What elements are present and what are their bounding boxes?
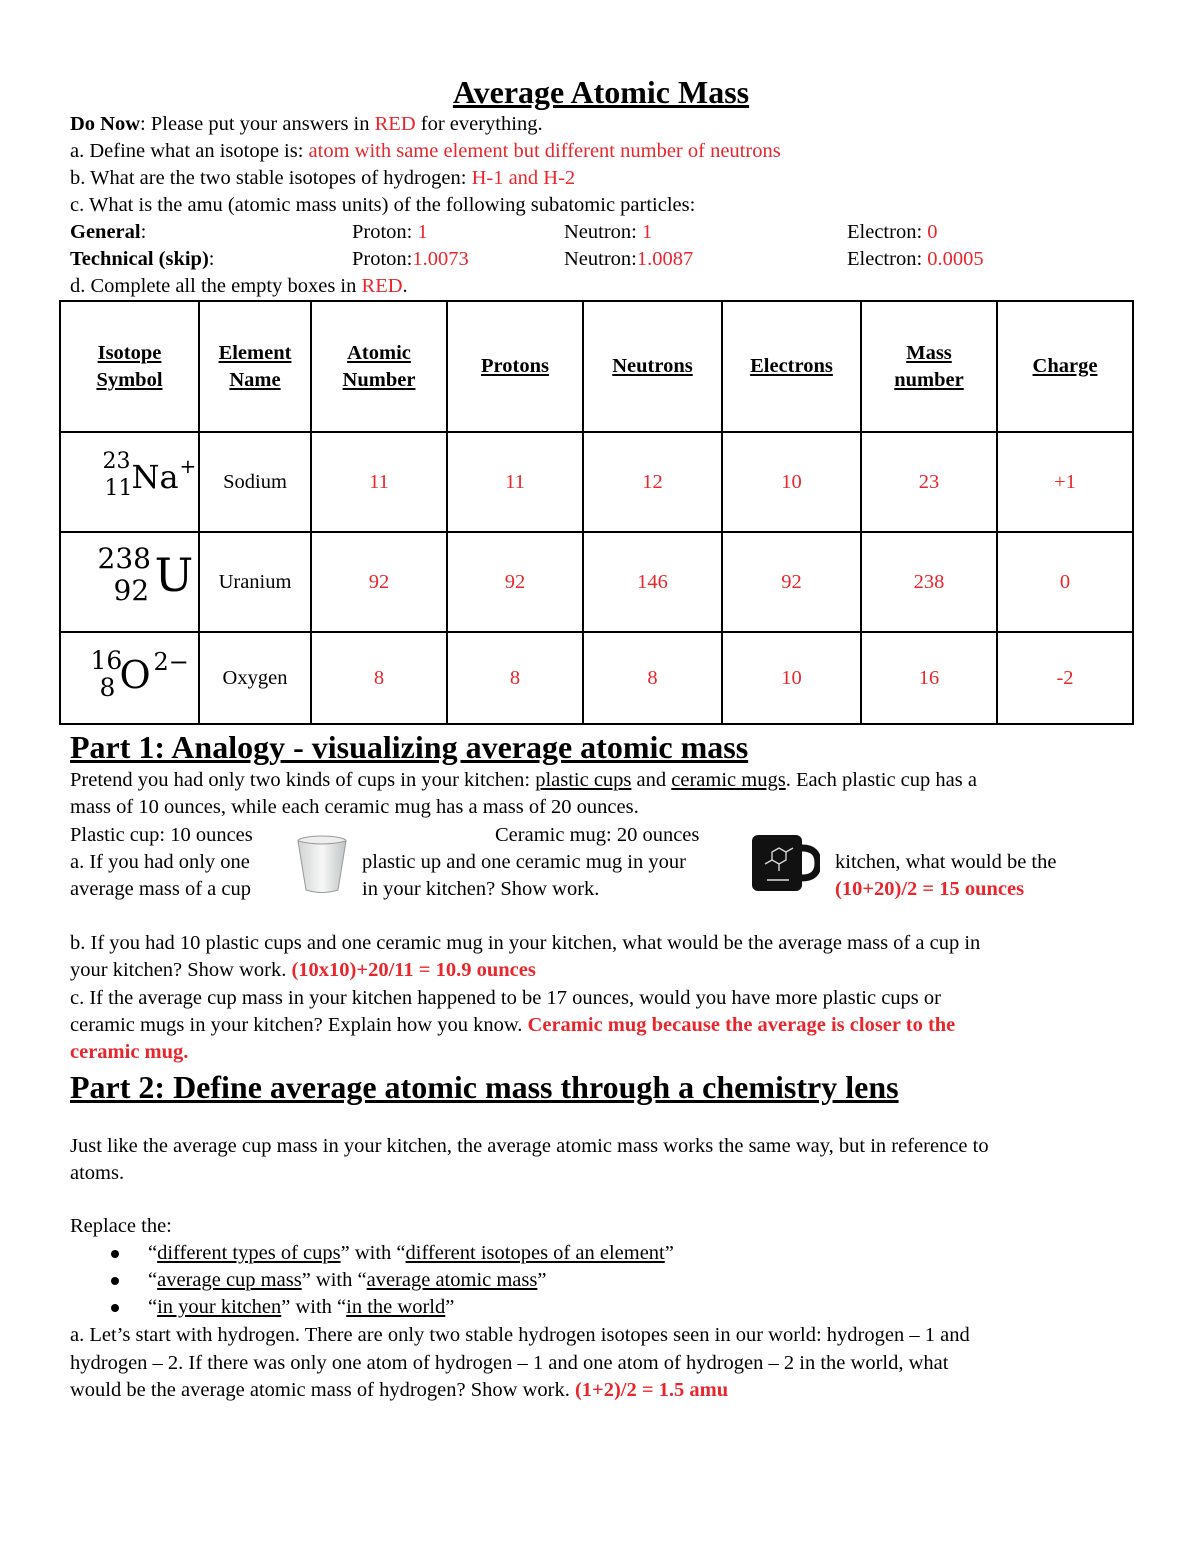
general-row	[70, 219, 1132, 246]
question-d-red-word: RED	[361, 275, 403, 297]
part1-qa-col1-line1: a. If you had only one	[70, 851, 250, 873]
part1-intro-text: Pretend you had only two kinds of cups in your kitchen:	[70, 769, 536, 791]
technical-row	[70, 246, 1132, 273]
replace-label: Replace the:	[70, 1215, 172, 1237]
part1-qa-col3-line1: kitchen, what would be the	[835, 851, 1057, 873]
part1-qc-line1: c. If the average cup mass in your kitchen happened to be 17 ounces, would you have more plastic cups or	[70, 987, 941, 1009]
header-atomic-line1: Atomic	[347, 341, 411, 364]
element-name-cell: Uranium	[199, 532, 311, 632]
header-atomic-line2: Number	[342, 368, 416, 391]
part1-intro-and: and	[631, 769, 672, 791]
header-neutrons: Neutrons	[583, 301, 722, 432]
general-colon: :	[140, 221, 147, 243]
plastic-cups-term: plastic cups	[535, 769, 632, 791]
atomic-number-cell: 8	[311, 632, 447, 724]
general-proton-value: 1	[417, 221, 428, 243]
part1-intro-line1	[70, 767, 977, 794]
list-item: “in your kitchen” with “in the world”	[148, 1294, 674, 1321]
header-mass-line2: number	[894, 368, 964, 391]
question-a	[70, 138, 1132, 165]
header-element-line1: Element	[218, 341, 292, 364]
isotope-table	[59, 300, 1134, 725]
header-element-name	[199, 301, 311, 432]
worksheet-header	[70, 70, 1132, 300]
element-name-cell: Sodium	[199, 432, 311, 532]
question-b-text: b. What are the two stable isotopes of hydrogen:	[70, 167, 472, 189]
bullet-with: with	[290, 1296, 338, 1318]
part1-qb-answer: (10x10)+20/11 = 10.9 ounces	[291, 959, 536, 981]
question-d-end: .	[402, 275, 408, 297]
question-a-text: a. Define what an isotope is:	[70, 140, 309, 162]
part1-qb-text: your kitchen? Show work.	[70, 959, 292, 981]
protons-cell: 11	[447, 432, 583, 532]
general-neutron-label: Neutron:	[564, 221, 642, 243]
do-now-red-word: RED	[374, 113, 416, 135]
table-row	[60, 632, 1133, 724]
general-electron-value: 0	[927, 221, 938, 243]
technical-neutron-label: Neutron:	[564, 248, 637, 270]
oxygen-atomic-sub: 8	[99, 673, 116, 702]
do-now-text-end: for everything.	[415, 113, 543, 135]
atomic-number-cell: 92	[311, 532, 447, 632]
bullet-with: with	[310, 1269, 358, 1291]
part2-qa-line1: a. Let’s start with hydrogen. There are only two stable hydrogen isotopes seen in our world: hydrogen – 1 and	[70, 1324, 970, 1346]
mass-number-cell: 16	[861, 632, 997, 724]
part1-title: Part 1: Analogy - visualizing average atomic mass	[70, 729, 749, 765]
general-label-cell	[70, 219, 352, 246]
sodium-atomic-sub: 11	[104, 476, 133, 501]
general-proton-label: Proton:	[352, 221, 418, 243]
sodium-symbol	[70, 444, 197, 514]
bullet-from: average cup mass	[157, 1269, 302, 1291]
uranium-mass-sup: 238	[97, 542, 151, 575]
part2-qa-answer: (1+2)/2 = 1.5 amu	[574, 1379, 729, 1401]
oxygen-symbol	[70, 640, 190, 710]
part1-qa-answer: (10+20)/2 = 15 ounces	[835, 878, 1025, 900]
part1-qc-answer-1: Ceramic mug because the average is closer to the	[527, 1014, 956, 1036]
header-mass-number	[861, 301, 997, 432]
uranium-atomic-sub: 92	[113, 574, 150, 607]
header-isotope-symbol	[60, 301, 199, 432]
table-row	[60, 432, 1133, 532]
atomic-number-cell: 11	[311, 432, 447, 532]
part1-intro-end: . Each plastic cup has a	[785, 769, 977, 791]
do-now-text: : Please put your answers in	[140, 113, 375, 135]
technical-colon: :	[208, 248, 215, 270]
oxygen-charge-sup: 2−	[153, 648, 189, 676]
neutrons-cell: 146	[583, 532, 722, 632]
header-mass-line1: Mass	[906, 341, 952, 364]
isotope-symbol-uranium	[60, 532, 199, 632]
do-now-label: Do Now	[70, 113, 141, 135]
neutrons-cell: 12	[583, 432, 722, 532]
neutrons-cell: 8	[583, 632, 722, 724]
general-label: General	[70, 221, 141, 243]
electrons-cell: 92	[722, 532, 861, 632]
oxygen-mass-sup: 16	[90, 646, 123, 675]
sodium-mass-sup: 23	[102, 449, 131, 474]
technical-neutron-value: 1.0087	[636, 248, 694, 270]
part1-qa-col1-line2: average mass of a cup	[70, 878, 251, 900]
part1-qc-answer-2: ceramic mug.	[70, 1041, 189, 1063]
isotope-symbol-sodium	[60, 432, 199, 532]
oxygen-element-symbol: O	[119, 653, 151, 697]
protons-cell: 8	[447, 632, 583, 724]
question-c: c. What is the amu (atomic mass units) of the following subatomic particles:	[70, 194, 696, 216]
protons-cell: 92	[447, 532, 583, 632]
header-charge: Charge	[997, 301, 1133, 432]
charge-cell: -2	[997, 632, 1133, 724]
header-atomic-number	[311, 301, 447, 432]
charge-cell: 0	[997, 532, 1133, 632]
electrons-cell: 10	[722, 632, 861, 724]
bullet-with: with	[349, 1242, 397, 1264]
uranium-symbol	[70, 542, 194, 614]
answer-b: H-1 and H-2	[471, 167, 576, 189]
question-d	[70, 273, 1132, 300]
table-header-row	[60, 301, 1133, 432]
part2-intro-line2: atoms.	[70, 1162, 125, 1184]
header-isotope-line2: Symbol	[96, 368, 163, 391]
technical-electron-value: 0.0005	[927, 248, 984, 270]
element-name-cell: Oxygen	[199, 632, 311, 724]
plastic-cup-icon	[296, 835, 348, 895]
replacement-list	[100, 1240, 674, 1321]
header-isotope-line1: Isotope	[97, 341, 162, 364]
do-now-line	[70, 111, 1132, 138]
bullet-to: in the world	[346, 1296, 446, 1318]
charge-cell: +1	[997, 432, 1133, 532]
part1-qb-line2	[70, 957, 536, 984]
part2-qa-text: would be the average atomic mass of hydrogen? Show work.	[70, 1379, 575, 1401]
list-item: “different types of cups” with “different isotopes of an element”	[148, 1240, 674, 1267]
list-item: “average cup mass” with “average atomic mass”	[148, 1267, 674, 1294]
technical-neutron	[564, 246, 847, 273]
technical-proton	[352, 246, 564, 273]
header-electrons: Electrons	[722, 301, 861, 432]
ceramic-mug-label: Ceramic mug: 20 ounces	[495, 824, 700, 846]
part2-title: Part 2: Define average atomic mass through a chemistry lens	[70, 1069, 899, 1105]
electrons-cell: 10	[722, 432, 861, 532]
bullet-to: different isotopes of an element	[405, 1242, 665, 1264]
sodium-charge-sup: +	[179, 454, 197, 478]
table-row	[60, 532, 1133, 632]
header-protons: Protons	[447, 301, 583, 432]
question-d-text: d. Complete all the empty boxes in	[70, 275, 362, 297]
technical-label: Technical (skip)	[70, 248, 209, 270]
ceramic-mug-icon	[750, 832, 820, 894]
bullet-to: average atomic mass	[366, 1269, 538, 1291]
general-electron-label: Electron:	[847, 221, 928, 243]
uranium-element-symbol: U	[154, 548, 194, 602]
sodium-element-symbol: Na	[131, 458, 179, 496]
mass-number-cell: 238	[861, 532, 997, 632]
general-neutron	[564, 219, 847, 246]
page-title: Average Atomic Mass	[452, 74, 750, 110]
technical-electron	[847, 246, 984, 273]
technical-label-cell	[70, 246, 352, 273]
isotope-symbol-oxygen	[60, 632, 199, 724]
bullet-from: different types of cups	[157, 1242, 341, 1264]
general-electron	[847, 219, 938, 246]
technical-proton-label: Proton:	[352, 248, 413, 270]
part2-qa-line2: hydrogen – 2. If there was only one atom of hydrogen – 1 and one atom of hydrogen – 2 in the world, what	[70, 1352, 949, 1374]
bullet-from: in your kitchen	[157, 1296, 282, 1318]
part1-intro-line2: mass of 10 ounces, while each ceramic mug has a mass of 20 ounces.	[70, 796, 639, 818]
header-element-line2: Name	[229, 368, 281, 391]
general-neutron-value: 1	[642, 221, 653, 243]
answer-a: atom with same element but different number of neutrons	[308, 140, 781, 162]
general-proton	[352, 219, 564, 246]
question-b	[70, 165, 1132, 192]
plastic-cup-label: Plastic cup: 10 ounces	[70, 824, 253, 846]
part1-qc-line2	[70, 1012, 955, 1039]
part1-qa-col2-line2: in your kitchen? Show work.	[362, 878, 600, 900]
part2-qa-line3	[70, 1377, 728, 1404]
part2-intro-line1: Just like the average cup mass in your kitchen, the average atomic mass works the same way, but in reference to	[70, 1135, 989, 1157]
ceramic-mugs-term: ceramic mugs	[671, 769, 786, 791]
technical-proton-value: 1.0073	[412, 248, 469, 270]
part1-qb-line1: b. If you had 10 plastic cups and one ceramic mug in your kitchen, what would be the average mass of a cup in	[70, 932, 981, 954]
technical-electron-label: Electron:	[847, 248, 928, 270]
mass-number-cell: 23	[861, 432, 997, 532]
part1-qc-text: ceramic mugs in your kitchen? Explain how you know.	[70, 1014, 528, 1036]
part1-qa-col2-line1: plastic up and one ceramic mug in your	[362, 851, 686, 873]
